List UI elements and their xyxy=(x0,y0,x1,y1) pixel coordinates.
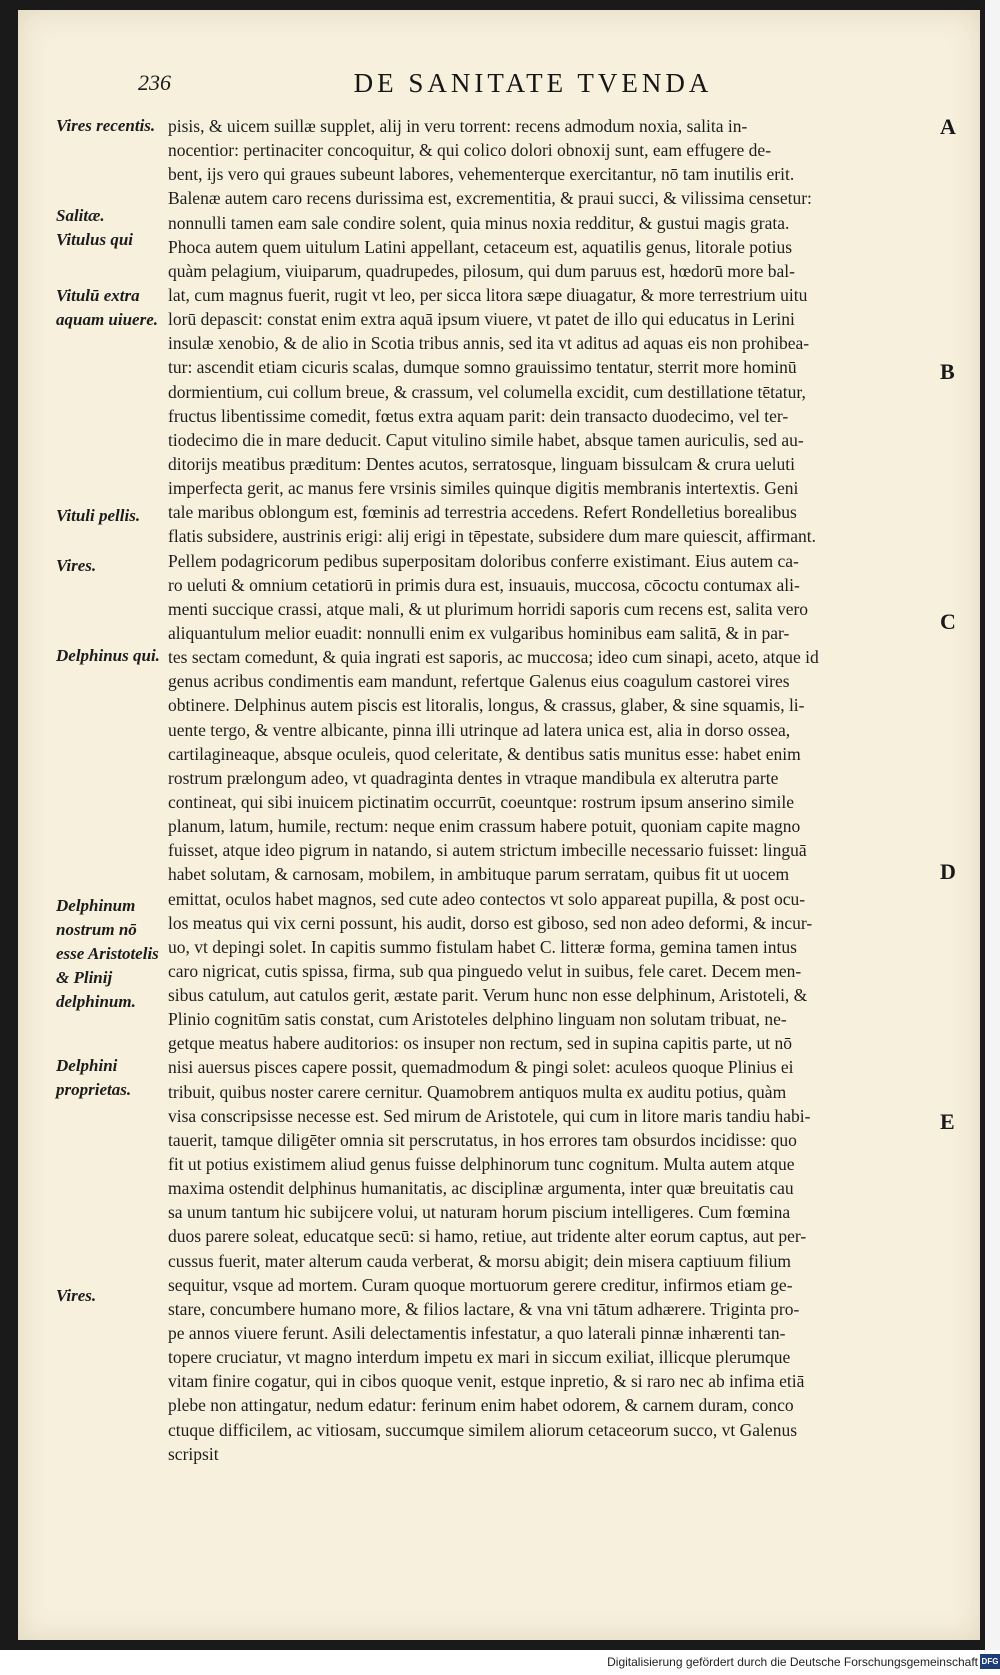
text-line: quàm pelagium, viuiparum, quadrupedes, pilosum, qui dum paruus est, hœdorū more bal- xyxy=(168,260,795,281)
text-line: sequitur, vsque ad mortem. Curam quoque mortuorum gerere creditur, infirmos etiam ge- xyxy=(168,1274,793,1295)
text-line: maxima ostendit delphinus humanitatis, ac disciplinæ argumenta, inter quæ breuitatis cau xyxy=(168,1178,794,1199)
margin-notes xyxy=(56,114,166,1414)
body-text xyxy=(168,114,933,1466)
text-line: Plinio cognitūm satis constat, cum Aristoteles delphino linguam non solutam tribuat, ne- xyxy=(168,1009,787,1030)
section-letter: B xyxy=(940,359,955,384)
text-line: nocentior: pertinaciter concoquitur, & qui colico dolori obnoxij sunt, eam effugere de- xyxy=(168,140,772,161)
text-line: visa conscripsisse necesse est. Sed mirum de Aristotele, qui cum in litore maris tandiu habi- xyxy=(168,1105,811,1126)
footer xyxy=(0,1650,1000,1675)
running-title: DE SANITATE TVENDA xyxy=(353,68,713,98)
margin-note: Delphinum nostrum nō esse Aristotelis & Plinij delphinum. xyxy=(56,896,159,1011)
book-page xyxy=(18,10,980,1640)
section-letter: C xyxy=(940,609,956,634)
text-line: habet solutam, & carnosam, mobilem, in ambituque parum serratam, quibus fit ut uocem xyxy=(168,864,790,885)
text-line: vitam finire cogatur, qui in cibos quoque venit, estque inpretio, & si raro nec ab infima etiā xyxy=(168,1371,805,1392)
margin-note: Vitulū extra aquam uiuere. xyxy=(56,286,159,329)
text-line: tes sectam comedunt, & quia ingrati est saporis, ac muccosa; ideo cum sinapi, aceto, atque id xyxy=(168,647,819,668)
text-line: Phoca autem quem uitulum Latini appellant, cetaceum est, aquatilis genus, litorale potius xyxy=(168,236,793,257)
text-line: menti succique crassi, atque mali, & ut plurimum horridi saporis cum recens est, salita vero xyxy=(168,598,809,619)
text-line: pe annos viuere ferunt. Asili delectamentis infestatur, a quo laterali pinnæ inhærenti tan- xyxy=(168,1323,786,1344)
text-line: dormientium, cui collum breue, & crassum, vel columella excidit, cum destillatione tētatur, xyxy=(168,381,806,402)
margin-note: Vires. xyxy=(56,1286,97,1305)
text-line: ro ueluti & omnium cetatiorū in primis dura est, insuauis, muccosa, cōcoctu contumax ali- xyxy=(168,574,800,595)
text-line: stare, concumbere humano more, & filios lactare, & vna vni tātum adhærere. Triginta pro- xyxy=(168,1298,800,1319)
text-line: lat, cum magnus fuerit, rugit vt leo, per sicca litora sæpe diuagatur, & more terrestrium uitu xyxy=(168,284,808,305)
text-line: getque meatus habere auditorios: os insuper non rectum, sed in supina capitis parte, ut nō xyxy=(168,1033,793,1054)
text-line: cartilagineaque, absque oculeis, quod celeritate, & dentibus satis munitus esse: habet enim xyxy=(168,743,801,764)
text-line: los meatus qui vix cerni possunt, his audit, dorso est giboso, sed non adeo deformi, & incur- xyxy=(168,912,813,933)
text-line: plebe non attingatur, nedum edatur: ferinum enim habet odorem, & carnem duram, conco xyxy=(168,1395,794,1416)
text-line: fuisset, atque ideo pigrum in natando, si autem strictum imbecille necessario fuisset: linguā xyxy=(168,840,807,861)
text-line: Pellem podagricorum pedibus superpositam doloribus conferre existimant. Eius autem ca- xyxy=(168,550,799,571)
text-line: emittat, oculos habet magnos, sed cute adeo contectos vt solo appareat pupilla, & post ocu- xyxy=(168,888,806,909)
text-line: cussus fuerit, mater alterum cauda verberat, & morsu abigit; dein misera captiuum filium xyxy=(168,1250,792,1271)
text-line: tauerit, tamque diligēter omnia sit perscrutatus, in hos errores tam obsurdos incidisse: quo xyxy=(168,1129,797,1150)
page-number: 236 xyxy=(138,70,171,95)
text-line: fit ut potius existimem aliud genus fuisse delphinorum tunc cognitum. Multa autem atque xyxy=(168,1154,795,1175)
section-letters xyxy=(940,114,980,1214)
section-letter: E xyxy=(940,1109,955,1134)
scan-edge xyxy=(985,0,1000,1650)
text-line: obtinere. Delphinus autem piscis est litoralis, longus, & crassus, glaber, & sine squamis, li- xyxy=(168,695,805,716)
text-line: uo, vt depingi solet. In capitis summo fistulam habet C. litteræ forma, gemina tamen intus xyxy=(168,936,797,957)
text-line: aliquantulum melior euadit: nonnulli enim ex vulgaribus hominibus eam salitā, & in par- xyxy=(168,622,790,643)
margin-note: Delphini proprietas. xyxy=(56,1056,132,1099)
text-line: uente tergo, & ventre albicante, pinna illi utrinque ad latera unica est, alia in dorso ossea, xyxy=(168,719,791,740)
dfg-logo-icon: DFG xyxy=(980,1654,1000,1669)
text-line: topere cruciatur, vt magno interdum impetu ex mari in siccum exiliat, illicque plerumque xyxy=(168,1347,791,1368)
margin-note: Vituli pellis. xyxy=(56,506,141,525)
text-line: insulæ xenobio, & de alio in Scotia tribus annis, sed ita vt aditus ad aquas eis non prohibea- xyxy=(168,333,810,354)
text-line: flatis subsidere, austrinis erigi: alij erigi in tēpestate, subsidere dum mare quiescit, affirmant. xyxy=(168,526,816,547)
text-line: tribuit, quibus noster carere cernitur. Quamobrem antiquos multa ex auditu potius, quàm xyxy=(168,1081,787,1102)
section-letter: A xyxy=(940,114,956,139)
page-header xyxy=(138,70,858,104)
text-line: ctuque difficilem, ac vitiosam, succumque similem aliorum cetaceorum succo, vt Galenus xyxy=(168,1419,798,1440)
text-line: Balenæ autem caro recens durissima est, excrementitia, & praui succi, & vilissima censetur: xyxy=(168,188,812,209)
section-letter: D xyxy=(940,859,956,884)
text-line: nonnulli tamen eam sale condire solent, quia minus noxia redditur, & gustui magis grata. xyxy=(168,212,790,233)
margin-note: Delphinus qui. xyxy=(56,646,160,665)
text-line: genus acribus condimentis eam mandunt, refertque Galenus eius coagulum castorei vires xyxy=(168,671,790,692)
text-line: contineat, qui sibi inuicem pictinatim occurrūt, coeuntque: rostrum ipsum anserino simile xyxy=(168,791,794,812)
margin-note: Salitæ. xyxy=(56,206,105,225)
text-line: pisis, & uicem suillæ supplet, alij in veru torrent: recens admodum noxia, salita in- xyxy=(168,116,748,136)
text-line: tur: ascendit etiam cicuris scalas, dumque somno grauissimo tentatur, sterrit more hominū xyxy=(168,357,797,378)
text-line: tiodecimo die in mare deducit. Caput vitulino simile habet, absque tamen auriculis, sed au- xyxy=(168,429,804,450)
margin-note: Vires recentis. xyxy=(56,116,156,135)
margin-note: Vires. xyxy=(56,556,97,575)
text-line: caro nigricat, cutis spissa, firma, sub qua pinguedo velut in suibus, fele caret. Decem men- xyxy=(168,960,802,981)
text-line: ditorijs meatibus præditum: Dentes acutos, serratosque, linguam bissulcam & crura ueluti xyxy=(168,453,795,474)
text-line: rostrum prælongum adeo, vt quadraginta dentes in vtraque mandibula ex alterutra parte xyxy=(168,767,779,788)
text-line: planum, latum, humile, rectum: neque enim crassum habere potuit, quoniam capite magno xyxy=(168,816,801,837)
text-line: duos parere soleat, educatque secū: si hamo, retiue, aut tridente alter eorum captus, aut per- xyxy=(168,1226,807,1247)
text-line: lorū depascit: constat enim extra aquā ipsum viuere, vt patet de illo qui educatus in Lerini xyxy=(168,309,795,330)
margin-note: Vitulus qui xyxy=(56,230,134,249)
text-line: bent, ijs vero qui graues subeunt labores, vehementerque exercitantur, nō tam inutilis erit. xyxy=(168,164,795,185)
text-line: fructus libentissime comedit, fœtus extra aquam parit: dein transacto duodecimo, vel ter- xyxy=(168,405,789,426)
text-line: tale maribus oblongum est, fœminis ad terrestria accedens. Refert Rondelletius borealibus xyxy=(168,502,797,523)
text-line: sa unum tantum hic subijcere volui, ut naturam horum piscium intelligeres. Cum fœmina xyxy=(168,1202,791,1223)
text-line: imperfecta gerit, ac manus fere vrsinis similes quinque digitis membranis intertextis. Geni xyxy=(168,478,799,499)
footer-credit: Digitalisierung gefördert durch die Deutsche Forschungsgemeinschaft xyxy=(607,1655,978,1669)
text-line: sibus catulum, aut catulos gerit, æstate parit. Verum hunc non esse delphinum, Aristoteli, & xyxy=(168,985,808,1006)
text-line: scripsit xyxy=(168,1443,219,1464)
text-line: nisi auersus pisces capere possit, quemadmodum & pingi solet: aculeos quoque Plinius ei xyxy=(168,1057,794,1078)
